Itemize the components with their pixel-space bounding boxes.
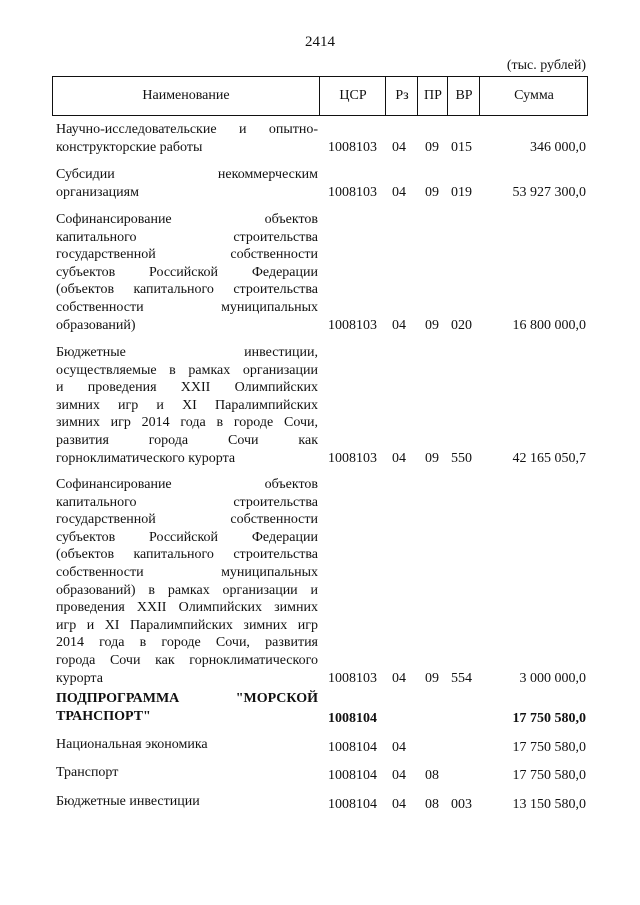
row-vr: 003	[451, 797, 472, 812]
row-name	[56, 764, 318, 782]
name-line: проведения XXII Олимпийских зимних	[56, 600, 318, 616]
row-sum: 17 750 580,0	[512, 711, 586, 726]
name-line: образований) в рамках организации и	[56, 582, 318, 598]
name-line: собственности муниципальных	[56, 564, 318, 580]
row-name	[56, 121, 318, 156]
name-line: субъектов Российской Федерации	[56, 264, 318, 280]
table-header	[52, 76, 588, 116]
row-vr: 550	[451, 451, 472, 466]
name-line: Научно-исследовательские и опытно-	[56, 122, 318, 137]
row-csr: 1008103	[328, 318, 377, 333]
row-name	[56, 476, 318, 687]
row-pr: 09	[425, 140, 439, 155]
name-line: ТРАНСПОРТ"	[56, 708, 151, 724]
row-rz: 04	[392, 185, 406, 200]
name-line: субъектов Российской Федерации	[56, 529, 318, 545]
header-rz: Рз	[385, 77, 418, 115]
row-csr: 1008103	[328, 451, 377, 466]
row-pr: 09	[425, 451, 439, 466]
row-sum: 16 800 000,0	[512, 318, 586, 333]
header-vr: ВР	[447, 77, 480, 115]
row-csr: 1008104	[328, 768, 377, 783]
row-rz: 04	[392, 451, 406, 466]
units-label: (тыс. рублей)	[506, 58, 586, 73]
row-sum: 17 750 580,0	[512, 768, 586, 783]
row-rz: 04	[392, 140, 406, 155]
row-vr: 019	[451, 185, 472, 200]
row-rz: 04	[392, 768, 406, 783]
name-line: Бюджетные инвестиции	[56, 794, 200, 809]
name-line: Субсидии некоммерческим	[56, 167, 318, 182]
header-sum: Сумма	[479, 77, 588, 115]
row-name	[56, 690, 318, 725]
row-pr: 08	[425, 797, 439, 812]
row-rz: 04	[392, 671, 406, 686]
name-line: Транспорт	[56, 765, 119, 780]
row-rz: 04	[392, 797, 406, 812]
name-line: и проведения XXII Олимпийских	[56, 380, 318, 396]
row-csr: 1008104	[328, 711, 377, 726]
row-sum: 42 165 050,7	[512, 451, 586, 466]
row-csr: 1008103	[328, 140, 377, 155]
name-line: Национальная экономика	[56, 737, 208, 752]
name-line: образований)	[56, 317, 136, 333]
row-csr: 1008104	[328, 740, 377, 755]
row-name	[56, 211, 318, 334]
name-line: Софинансирование объектов	[56, 212, 318, 227]
name-line: организациям	[56, 184, 139, 200]
row-vr: 554	[451, 671, 472, 686]
row-pr: 09	[425, 185, 439, 200]
row-pr: 09	[425, 671, 439, 686]
row-rz: 04	[392, 318, 406, 333]
name-line: зимних игр и XI Паралимпийских	[56, 397, 318, 413]
row-rz: 04	[392, 740, 406, 755]
row-csr: 1008103	[328, 671, 377, 686]
page-number: 2414	[305, 34, 335, 50]
budget-table	[52, 76, 588, 812]
row-pr: 08	[425, 768, 439, 783]
name-line: государственной собственности	[56, 247, 318, 263]
name-line: 2014 года в городе Сочи, развития	[56, 635, 318, 651]
row-sum: 17 750 580,0	[512, 740, 586, 755]
row-sum: 346 000,0	[530, 140, 586, 155]
row-name	[56, 793, 318, 811]
name-line: осуществляемые в рамках организации	[56, 362, 318, 378]
row-sum: 13 150 580,0	[512, 797, 586, 812]
header-name: Наименование	[142, 88, 230, 103]
row-name	[56, 736, 318, 754]
row-csr: 1008103	[328, 185, 377, 200]
name-line: конструкторские работы	[56, 139, 203, 155]
row-sum: 3 000 000,0	[519, 671, 586, 686]
name-line: государственной собственности	[56, 512, 318, 528]
row-vr: 020	[451, 318, 472, 333]
row-name	[56, 344, 318, 467]
name-line: Бюджетные инвестиции,	[56, 345, 318, 360]
name-line: игр и XI Паралимпийских зимних игр	[56, 617, 318, 633]
header-pr: ПР	[417, 77, 448, 115]
name-line: ПОДПРОГРАММА "МОРСКОЙ	[56, 691, 318, 706]
name-line: развития города Сочи как	[56, 432, 318, 448]
name-line: (объектов капитального строительства	[56, 547, 318, 563]
name-line: города Сочи как горноклиматического	[56, 652, 318, 668]
row-vr: 015	[451, 140, 472, 155]
row-sum: 53 927 300,0	[512, 185, 586, 200]
name-line: зимних игр 2014 года в городе Сочи,	[56, 415, 318, 431]
row-csr: 1008104	[328, 797, 377, 812]
name-line: Софинансирование объектов	[56, 477, 318, 492]
name-line: капитального строительства	[56, 229, 318, 245]
name-line: (объектов капитального строительства	[56, 282, 318, 298]
name-line: капитального строительства	[56, 494, 318, 510]
name-line: собственности муниципальных	[56, 299, 318, 315]
row-pr: 09	[425, 318, 439, 333]
header-csr: ЦСР	[319, 77, 386, 115]
name-line: курорта	[56, 670, 103, 686]
name-line: горноклиматического курорта	[56, 450, 236, 466]
row-name	[56, 166, 318, 201]
